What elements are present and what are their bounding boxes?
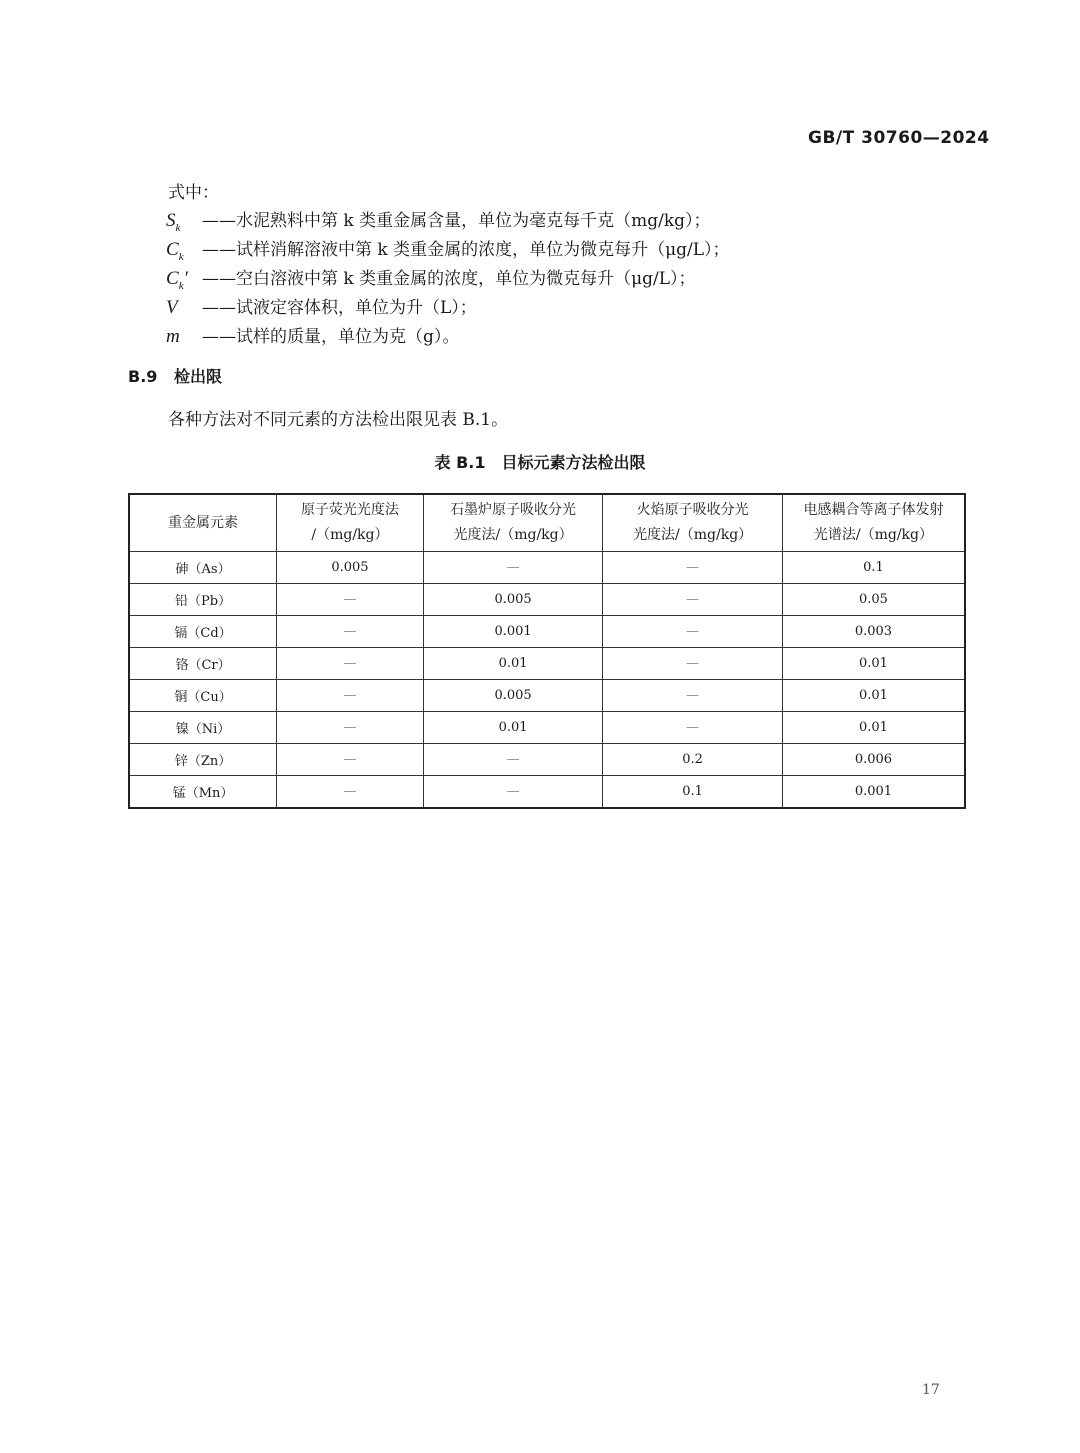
detection-limit-table [128, 493, 966, 809]
table-cell: — [277, 712, 424, 744]
table-cell: — [603, 584, 783, 616]
table-cell: — [277, 744, 424, 776]
table-cell: 0.01 [782, 712, 965, 744]
variable-description: ——试样消解溶液中第 k 类重金属的浓度，单位为微克每升（μg/L）； [202, 240, 730, 260]
column-header-afs: 原子荧光光度法 /（mg/kg） [277, 494, 424, 552]
section-title: 检出限 [174, 367, 223, 386]
table-cell: — [277, 776, 424, 809]
table-caption: 表 B.1 目标元素方法检出限 [434, 453, 646, 472]
table-row [129, 616, 965, 648]
variable-symbol: m [166, 326, 180, 347]
table-row [129, 584, 965, 616]
variable-description: ——试液定容体积，单位为升（L）； [202, 298, 477, 318]
variable-definition [166, 206, 730, 235]
table-cell: 砷（As） [129, 552, 277, 584]
table-cell: 0.005 [423, 680, 603, 712]
table-row [129, 712, 965, 744]
table-cell: 0.001 [423, 616, 603, 648]
table-cell: — [603, 712, 783, 744]
table-cell: 铅（Pb） [129, 584, 277, 616]
table-cell: 0.01 [423, 712, 603, 744]
table-cell: — [603, 552, 783, 584]
table-cell: — [277, 616, 424, 648]
variable-description: ——试样的质量，单位为克（g）。 [202, 327, 460, 347]
table-cell: 铬（Cr） [129, 648, 277, 680]
variable-symbol: $C_k'$ [166, 268, 188, 292]
variable-definition [166, 322, 730, 351]
table-row [129, 680, 965, 712]
table-cell: 0.003 [782, 616, 965, 648]
table-cell: 镉（Cd） [129, 616, 277, 648]
variable-symbol: $S_k$ [166, 210, 181, 234]
formula-where-label: 式中： [168, 183, 219, 203]
table-cell: — [277, 680, 424, 712]
column-header-gfaas: 石墨炉原子吸收分光 光度法/（mg/kg） [423, 494, 603, 552]
column-header-element: 重金属元素 [129, 494, 277, 552]
table-cell: 0.001 [782, 776, 965, 809]
table-cell: — [603, 680, 783, 712]
variable-symbol: V [166, 297, 178, 318]
variable-description: ——水泥熟料中第 k 类重金属含量，单位为毫克每千克（mg/kg）； [202, 211, 711, 231]
section-heading [128, 364, 222, 387]
variable-definition [166, 293, 730, 322]
table-cell: 0.05 [782, 584, 965, 616]
table-cell: 0.2 [603, 744, 783, 776]
table-cell: 0.01 [782, 680, 965, 712]
variable-definition [166, 235, 730, 264]
table-cell: 镍（Ni） [129, 712, 277, 744]
table-cell: 铜（Cu） [129, 680, 277, 712]
section-paragraph: 各种方法对不同元素的方法检出限见表 B.1。 [168, 410, 509, 430]
table-row [129, 552, 965, 584]
table-cell: — [423, 552, 603, 584]
variable-symbol: $C_k$ [166, 239, 184, 263]
table-row [129, 744, 965, 776]
table-cell: — [423, 744, 603, 776]
table-cell: 0.005 [277, 552, 424, 584]
table-cell: 0.01 [423, 648, 603, 680]
column-header-icp-oes: 电感耦合等离子体发射 光谱法/（mg/kg） [782, 494, 965, 552]
table-cell: — [277, 648, 424, 680]
variable-definition [166, 264, 730, 293]
standard-code: GB/T 30760—2024 [808, 128, 990, 148]
table-cell: 0.1 [603, 776, 783, 809]
table-cell: 0.01 [782, 648, 965, 680]
table-header-row [129, 494, 965, 552]
variable-definition-list [166, 206, 730, 351]
page-number: 17 [922, 1382, 940, 1398]
table-cell: 0.005 [423, 584, 603, 616]
table-row [129, 648, 965, 680]
table-cell: — [603, 648, 783, 680]
table-cell: — [423, 776, 603, 809]
section-number: B.9 [128, 367, 158, 386]
variable-description: ——空白溶液中第 k 类重金属的浓度，单位为微克每升（μg/L）； [202, 269, 696, 289]
table-cell: 0.1 [782, 552, 965, 584]
table-cell: — [277, 584, 424, 616]
table-cell: 锰（Mn） [129, 776, 277, 809]
table-cell: — [603, 616, 783, 648]
table-cell: 锌（Zn） [129, 744, 277, 776]
table-row [129, 776, 965, 809]
column-header-faas: 火焰原子吸收分光 光度法/（mg/kg） [603, 494, 783, 552]
table-cell: 0.006 [782, 744, 965, 776]
